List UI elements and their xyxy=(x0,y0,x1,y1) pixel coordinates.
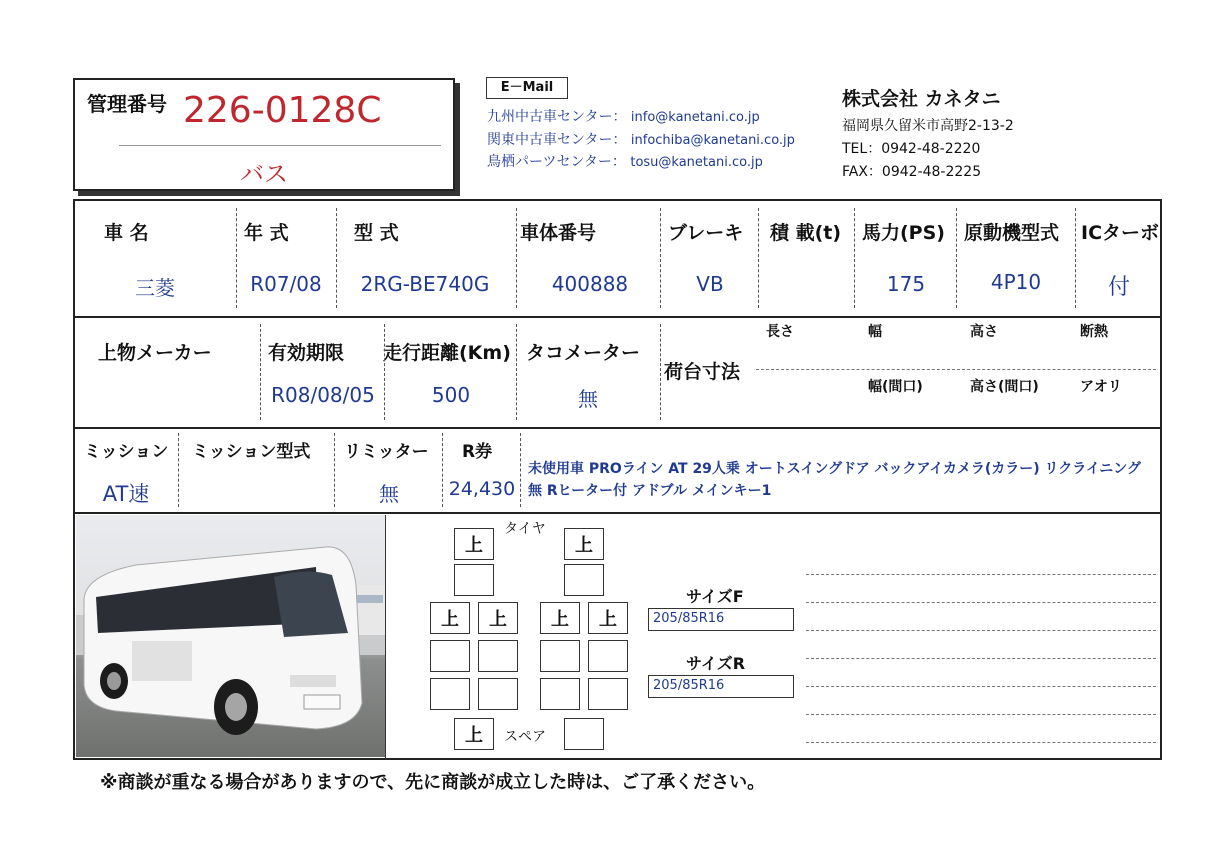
tire-slot xyxy=(430,678,470,710)
row-divider xyxy=(73,427,1162,429)
size-front-label: サイズF xyxy=(686,587,744,606)
header-engine-model: 原動機型式 xyxy=(964,222,1060,244)
cargo-insulation-label: 断熱 xyxy=(1080,324,1108,340)
header-transmission-model: ミッション型式 xyxy=(192,442,311,462)
footer-notice: ※商談が重なる場合がありますので、先に商談が成立した時は、ご了承ください。 xyxy=(100,772,766,793)
size-rear-value: 205/85R16 xyxy=(648,675,794,698)
value-car-name: 三菱 xyxy=(135,276,175,300)
value-limiter: 無 xyxy=(379,482,399,506)
value-expiry: R08/08/05 xyxy=(271,383,375,407)
header-model: 型 式 xyxy=(354,222,399,244)
header-load: 積 載(t) xyxy=(770,222,842,244)
row-divider xyxy=(73,512,1162,514)
column-divider xyxy=(178,433,179,507)
header-year: 年 式 xyxy=(244,222,289,244)
tire-front-left: 上 xyxy=(454,528,494,560)
header-r-ticket: R券 xyxy=(462,442,493,462)
company-address: 福岡県久留米市高野2-13-2 xyxy=(842,118,1014,134)
email-label-box: E－Mail xyxy=(486,77,568,99)
center-email: tosu@kanetani.co.jp xyxy=(630,155,763,170)
column-divider xyxy=(334,433,335,507)
header-car-name: 車 名 xyxy=(104,222,149,244)
center-name: 鳥栖パーツセンター： xyxy=(487,154,626,170)
column-divider xyxy=(758,208,759,308)
tire-spare: 上 xyxy=(454,718,494,750)
memo-line xyxy=(806,630,1156,631)
memo-line xyxy=(806,602,1156,603)
center-email: infochiba@kanetani.co.jp xyxy=(630,133,795,148)
management-box xyxy=(73,78,455,191)
cargo-length-label: 長さ xyxy=(766,324,794,340)
cargo-height-label: 高さ xyxy=(970,324,998,340)
tire-slot xyxy=(478,678,518,710)
size-rear-label: サイズR xyxy=(686,654,746,673)
header-ic-turbo: ICターボ xyxy=(1081,222,1160,244)
value-mileage: 500 xyxy=(431,383,471,407)
vehicle-category: バス xyxy=(240,160,288,188)
company-name: 株式会社 カネタニ xyxy=(842,88,1001,110)
center-name: 関東中古車センター： xyxy=(487,132,627,148)
remarks-text: 未使用車 PROライン AT 29人乗 オートスイングドア バックアイカメラ(カラー) リクライニング無 Rヒーター付 アドブル メインキー1 xyxy=(528,461,1142,499)
memo-line xyxy=(806,686,1156,687)
cargo-opening-height-label: 高さ(間口) xyxy=(970,379,1039,395)
value-ic-turbo: 付 xyxy=(1107,275,1130,300)
management-divider xyxy=(119,145,441,146)
tire-slot xyxy=(540,678,580,710)
header-transmission: ミッション xyxy=(84,442,169,462)
memo-line xyxy=(806,742,1156,743)
column-divider xyxy=(260,324,261,420)
header-horsepower: 馬力(PS) xyxy=(862,222,945,244)
management-label: 管理番号 xyxy=(87,92,167,116)
tire-slot xyxy=(540,640,580,672)
column-divider xyxy=(336,208,337,308)
header-brake: ブレーキ xyxy=(668,222,744,244)
tire-slot xyxy=(588,678,628,710)
tire-slot xyxy=(478,640,518,672)
column-divider xyxy=(956,208,957,308)
memo-line xyxy=(806,714,1156,715)
header-mileage: 走行距離(Km) xyxy=(383,342,511,364)
center-tosu xyxy=(487,151,763,171)
spare-label: スペア xyxy=(504,729,546,745)
center-email: info@kanetani.co.jp xyxy=(630,110,760,125)
cargo-dimensions-label: 荷台寸法 xyxy=(664,361,741,383)
tire-front-left-inner xyxy=(454,564,494,596)
value-transmission: AT速 xyxy=(102,482,150,506)
header-chassis-number: 車体番号 xyxy=(520,222,597,244)
column-divider xyxy=(516,208,517,308)
tire-rear-left-inner: 上 xyxy=(478,602,518,634)
center-kanto xyxy=(487,129,795,149)
value-year: R07/08 xyxy=(250,272,322,296)
value-chassis-number: 400888 xyxy=(551,272,629,296)
company-fax: FAX：0942-48-2225 xyxy=(842,164,982,180)
tire-rear-right-outer: 上 xyxy=(588,602,628,634)
column-divider xyxy=(384,324,385,420)
column-divider xyxy=(385,515,386,759)
value-engine-model: 4P10 xyxy=(990,270,1042,294)
row-divider xyxy=(73,316,1162,318)
cargo-side-gate-label: アオリ xyxy=(1080,379,1122,395)
memo-line xyxy=(806,574,1156,575)
column-divider xyxy=(660,324,661,420)
company-tel: TEL：0942-48-2220 xyxy=(842,141,981,157)
tire-label: タイヤ xyxy=(504,521,546,537)
center-kyushu xyxy=(487,106,760,126)
cargo-width-label: 幅 xyxy=(868,324,882,340)
column-divider xyxy=(236,208,237,308)
management-number: 226-0128C xyxy=(183,90,382,131)
value-horsepower: 175 xyxy=(886,272,926,296)
header-tachometer: タコメーター xyxy=(526,342,641,364)
tire-front-right-inner xyxy=(564,564,604,596)
tire-rear-right-inner: 上 xyxy=(540,602,580,634)
value-model: 2RG-BE740G xyxy=(360,272,490,296)
cargo-opening-width-label: 幅(間口) xyxy=(868,379,923,395)
header-expiry: 有効期限 xyxy=(268,342,345,364)
size-front-value: 205/85R16 xyxy=(648,608,794,631)
tire-slot xyxy=(588,640,628,672)
column-divider xyxy=(442,433,443,507)
value-tachometer: 無 xyxy=(578,387,598,411)
column-divider xyxy=(520,433,521,507)
header-body-maker: 上物メーカー xyxy=(98,342,212,364)
vehicle-photo xyxy=(76,515,385,757)
column-divider xyxy=(660,208,661,308)
cargo-dashed-line xyxy=(756,369,1156,370)
memo-line xyxy=(806,658,1156,659)
value-brake: VB xyxy=(696,272,724,296)
column-divider xyxy=(516,324,517,420)
tire-slot xyxy=(430,640,470,672)
value-r-ticket: 24,430 xyxy=(448,478,516,500)
tire-rear-left-outer: 上 xyxy=(430,602,470,634)
tire-spare-slot xyxy=(564,718,604,750)
column-divider xyxy=(854,208,855,308)
center-name: 九州中古車センター： xyxy=(487,109,627,125)
header-limiter: リミッター xyxy=(344,442,429,462)
column-divider xyxy=(1075,208,1076,308)
tire-front-right: 上 xyxy=(564,528,604,560)
